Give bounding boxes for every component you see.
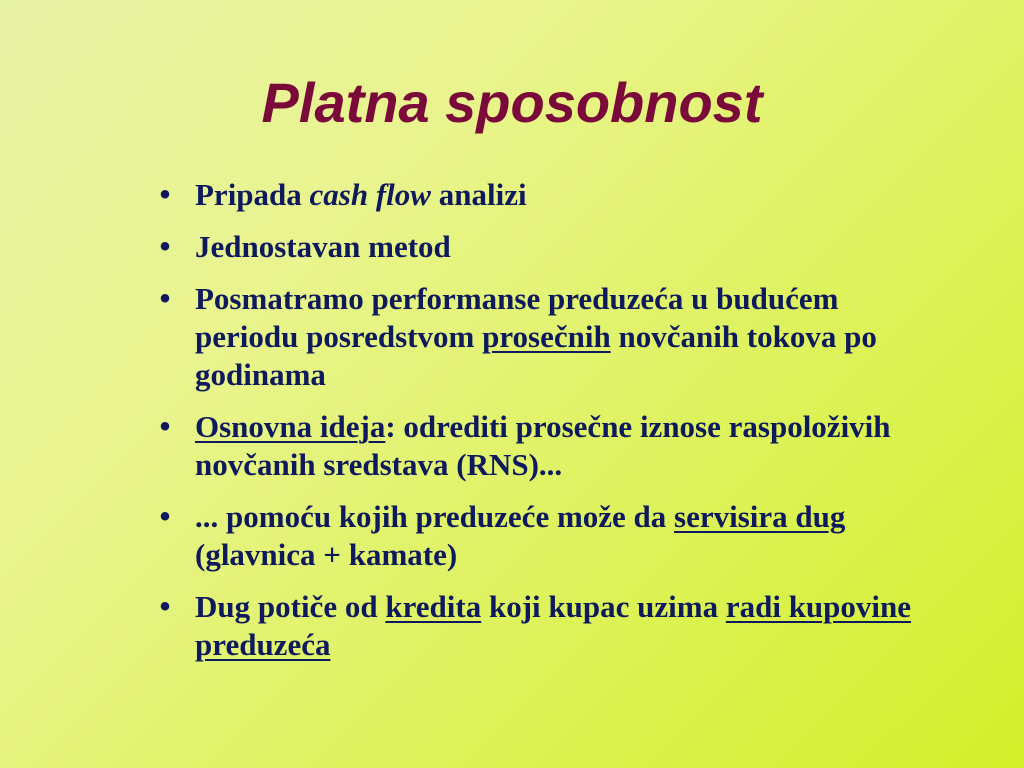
underlined-term: kredita <box>385 589 482 624</box>
bullet-dot-icon: • <box>159 590 171 623</box>
bullet-text: analizi <box>430 177 527 212</box>
bullet-dot-icon: • <box>159 410 171 443</box>
bullet-item-performance <box>155 280 915 394</box>
bullet-dot-icon: • <box>159 230 171 263</box>
underlined-term: prosečnih <box>482 319 611 354</box>
bullet-text: Pripada <box>195 177 310 212</box>
bullet-item-cash-flow <box>155 176 915 214</box>
bullet-dot-icon: • <box>159 500 171 533</box>
bullet-text: ... pomoću kojih preduzeće može da <box>195 499 675 534</box>
bullet-text: Dug potiče od <box>195 589 386 624</box>
bullet-item-basic-idea <box>155 408 915 484</box>
bullet-text: Posmatramo performanse preduzeća u budućem periodu posredstvom <box>195 281 839 354</box>
underlined-term: radi kupovine preduzeća <box>195 589 912 662</box>
bullet-item-debt-service <box>155 498 915 574</box>
bullet-dot-icon: • <box>159 282 171 315</box>
underlined-term: servisira dug <box>674 499 846 534</box>
bullet-text: Jednostavan metod <box>195 229 451 264</box>
bullet-item-simple-method <box>155 228 915 266</box>
bullet-text: koji kupac uzima <box>481 589 726 624</box>
bullet-item-debt-origin <box>155 588 915 664</box>
slide-title: Platna sposobnost <box>261 71 763 134</box>
bullet-list <box>155 176 915 678</box>
bullet-text: (glavnica + kamate) <box>195 537 458 572</box>
bullet-text: : odrediti prosečne iznose raspoloživih novčanih sredstava (RNS)... <box>195 409 891 482</box>
cash-flow-term: cash flow <box>309 177 431 212</box>
underlined-term: Osnovna ideja <box>195 409 386 444</box>
bullet-dot-icon: • <box>159 178 171 211</box>
bullet-text: novčanih tokova po godinama <box>195 319 877 392</box>
